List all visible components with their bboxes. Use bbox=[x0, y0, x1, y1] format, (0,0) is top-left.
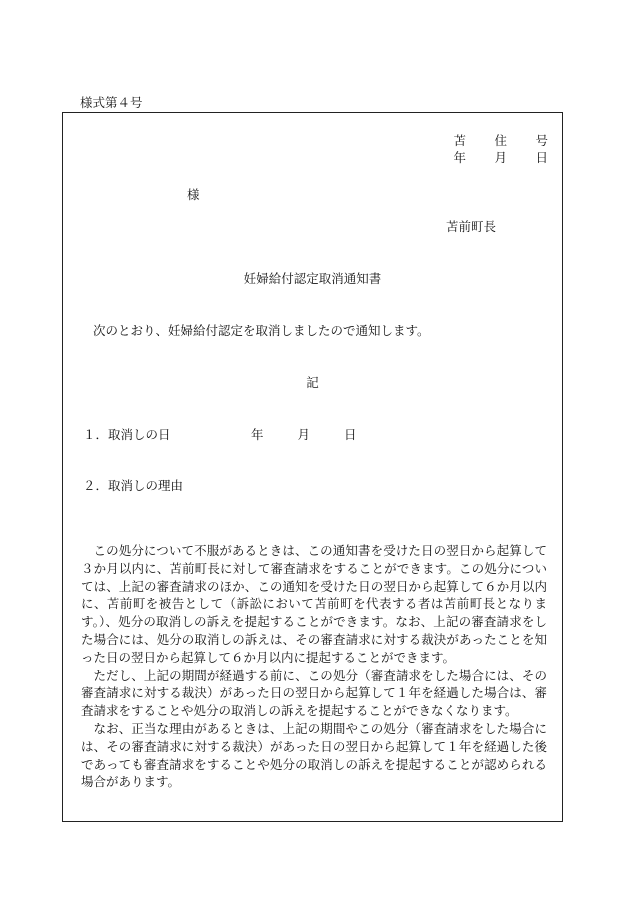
item1-month: 月 bbox=[297, 427, 311, 442]
document-frame bbox=[62, 112, 563, 822]
item-cancel-reason: ２．取消しの理由 bbox=[83, 478, 184, 493]
issue-date bbox=[453, 148, 548, 166]
notice-paragraph-3: なお、正当な理由があるときは、上記の期間やこの処分（審査請求をした場合には、その審査請求に対する裁決）があった日の翌日から起算して１年を経過した後であっても審査請求をすることや処分の取消しの訴えを提起することが認められる場合があります。 bbox=[81, 720, 547, 790]
item-cancel-date bbox=[83, 425, 357, 443]
addressee: 様 bbox=[187, 187, 200, 202]
sender: 苫前町長 bbox=[446, 219, 497, 234]
item1-year: 年 bbox=[251, 427, 264, 442]
appeal-notice bbox=[81, 542, 547, 791]
reference-go: 号 bbox=[535, 133, 548, 148]
ki-heading: 記 bbox=[306, 375, 319, 390]
issue-day: 日 bbox=[535, 150, 548, 165]
reference-office: 苫 bbox=[453, 133, 466, 148]
notice-paragraph-2: ただし、上記の期間が経過する前に、この処分（審査請求をした場合には、その審査請求に対する裁決）があった日の翌日から起算して１年を経過した場合は、審査請求をすることや処分の取消しの訴えを提起することができなくなります。 bbox=[81, 667, 547, 719]
form-number: 様式第４号 bbox=[80, 95, 143, 110]
reference-ju: 住 bbox=[494, 133, 507, 148]
reference-number bbox=[453, 131, 548, 149]
item1-label: １．取消しの日 bbox=[83, 427, 171, 442]
issue-month: 月 bbox=[494, 150, 507, 165]
notice-paragraph-1: この処分について不服があるときは、この通知書を受けた日の翌日から起算して３か月以内に、苫前町長に対して審査請求をすることができます。この処分については、上記の審査請求のほか、この通知を受けた日の翌日から起算して６か月以内に、苫前町を被告として（訴訟において苫前町を代表する者は苫前町長となります。）、処分の取消しの訴えを提起することができます。なお、上記の審査請求をした場合には、処分の取消しの訴えは、その審査請求に対する裁決があったことを知った日の翌日から起算して６か月以内に提起することができます。 bbox=[81, 543, 547, 665]
item1-day: 日 bbox=[344, 427, 357, 442]
document-title: 妊婦給付認定取消通知書 bbox=[243, 271, 382, 286]
lead-text: 次のとおり、妊婦給付認定を取消しましたので通知します。 bbox=[93, 323, 430, 338]
issue-year: 年 bbox=[453, 150, 466, 165]
